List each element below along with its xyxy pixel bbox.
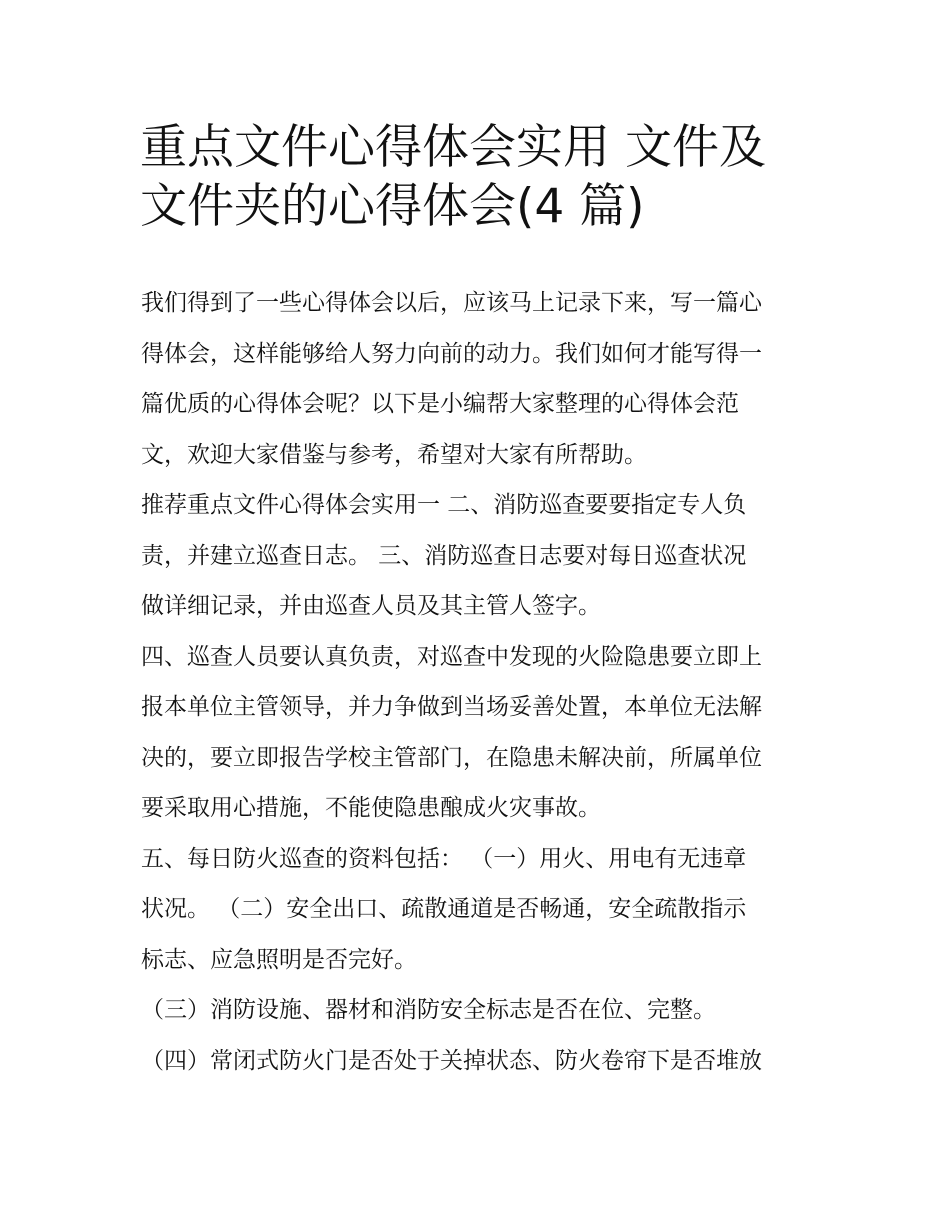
text-line: 推荐重点文件心得体会实用一 二、消防巡查要要指定专人负 — [141, 492, 747, 518]
paragraph-sub-three — [141, 985, 831, 1036]
paragraph-intro — [141, 278, 831, 480]
text-line: 四、巡查人员要认真负责，对巡查中发现的火险隐患要立即上 — [141, 643, 762, 670]
paragraph-recommend — [141, 480, 831, 632]
text-line: 标志、应急照明是否完好。 — [141, 946, 417, 973]
text-line: 文，欢迎大家借鉴与参考，希望对大家有所帮助。 — [141, 441, 647, 468]
text-line: 状况。 （二）安全出口、疏散通道是否畅通，安全疏散指示 — [141, 896, 747, 922]
text-line: 做详细记录，并由巡查人员及其主管人签字。 — [141, 593, 601, 619]
paragraph-item-five — [141, 834, 831, 986]
text-line: 报本单位主管领导，并力争做到当场妥善处置，本单位无法解 — [141, 694, 762, 720]
text-line: （三）消防设施、器材和消防安全标志是否在位、完整。 — [141, 997, 716, 1023]
text-line: 篇优质的心得体会呢？以下是小编帮大家整理的心得体会范 — [141, 391, 739, 417]
document-title — [140, 118, 830, 236]
text-line: 五、每日防火巡查的资料包括： （一）用火、用电有无违章 — [141, 845, 747, 872]
paragraph-sub-four — [141, 1036, 831, 1087]
text-line: 要采取用心措施，不能使隐患酿成火灾事故。 — [141, 795, 601, 821]
title-line-2: 文件夹的心得体会(4 篇) — [140, 179, 645, 234]
document-body — [141, 278, 831, 1086]
text-line: 得体会，这样能够给人努力向前的动力。我们如何才能写得一 — [141, 340, 762, 367]
title-line-1: 重点文件心得体会实用 文件及 — [140, 120, 766, 175]
text-line: 我们得到了一些心得体会以后，应该马上记录下来，写一篇心 — [141, 290, 762, 316]
text-line: （四）常闭式防火门是否处于关掉状态、防火卷帘下是否堆放 — [141, 1047, 762, 1074]
paragraph-item-four — [141, 632, 831, 834]
text-line: 责，并建立巡查日志。 三、消防巡查日志要对每日巡查状况 — [141, 542, 747, 569]
text-line: 决的，要立即报告学校主管部门，在隐患未解决前，所属单位 — [141, 744, 762, 771]
